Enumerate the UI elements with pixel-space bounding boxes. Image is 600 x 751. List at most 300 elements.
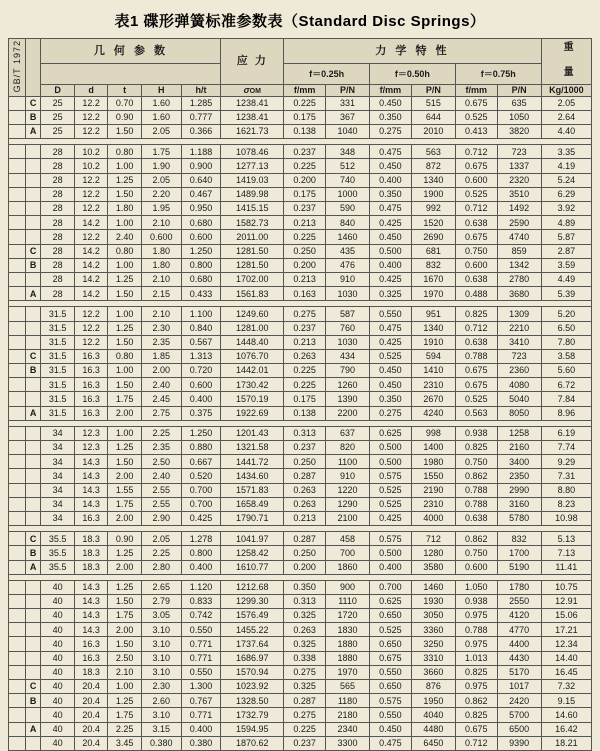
col-header-t: t (108, 84, 141, 96)
cell-ht: 1.278 (181, 532, 221, 546)
cell-p1: 2200 (326, 406, 370, 420)
table-row (9, 378, 592, 392)
standard-stripe-cell (9, 272, 26, 286)
row-series-mark: A (25, 406, 41, 420)
row-series-mark: B (25, 694, 41, 708)
cell-sigma: 1023.92 (221, 680, 284, 694)
cell-f1: 0.287 (284, 469, 326, 483)
cell-p1: 1290 (326, 497, 370, 511)
cell-f2: 0.450 (370, 96, 412, 110)
cell-sigma: 1321.58 (221, 441, 284, 455)
cell-p1: 1030 (326, 335, 370, 349)
cell-H: 2.79 (141, 594, 181, 608)
cell-w: 5.39 (541, 287, 591, 301)
cell-t: 1.50 (108, 378, 141, 392)
cell-p1: 700 (326, 546, 370, 560)
cell-t: 0.90 (108, 110, 141, 124)
cell-sigma: 1258.42 (221, 546, 284, 560)
cell-f1: 0.175 (284, 110, 326, 124)
cell-H: 2.45 (141, 392, 181, 406)
cell-w: 5.60 (541, 364, 591, 378)
cell-D: 31.5 (41, 378, 74, 392)
cell-p3: 1050 (497, 110, 541, 124)
cell-p2: 712 (411, 532, 455, 546)
cell-f2: 0.575 (370, 469, 412, 483)
cell-t: 0.90 (108, 532, 141, 546)
cell-t: 1.00 (108, 307, 141, 321)
cell-sigma: 1328.50 (221, 694, 284, 708)
cell-sigma: 1570.19 (221, 392, 284, 406)
cell-f1: 0.250 (284, 546, 326, 560)
cell-sigma: 1201.43 (221, 426, 284, 440)
standard-stripe-cell (9, 202, 26, 216)
cell-sigma: 1594.95 (221, 722, 284, 736)
cell-d: 10.2 (74, 159, 107, 173)
cell-w: 3.58 (541, 349, 591, 363)
cell-p3: 2780 (497, 272, 541, 286)
table-row (9, 483, 592, 497)
cell-f2: 0.550 (370, 307, 412, 321)
standard-stripe-cell (9, 307, 26, 321)
cell-f2: 0.450 (370, 378, 412, 392)
cell-ht: 0.742 (181, 609, 221, 623)
standard-stripe-cell (9, 349, 26, 363)
cell-f2: 0.525 (370, 349, 412, 363)
cell-d: 18.3 (74, 546, 107, 560)
cell-ht: 1.285 (181, 96, 221, 110)
cell-ht: 0.380 (181, 736, 221, 750)
cell-p1: 1030 (326, 287, 370, 301)
row-series-mark (25, 637, 41, 651)
cell-p2: 563 (411, 145, 455, 159)
cell-p2: 3580 (411, 560, 455, 574)
cell-p2: 1460 (411, 580, 455, 594)
standard-stripe-cell (9, 173, 26, 187)
table-row (9, 722, 592, 736)
cell-p3: 832 (497, 532, 541, 546)
cell-t: 1.50 (108, 637, 141, 651)
cell-p2: 3050 (411, 609, 455, 623)
cell-f1: 0.175 (284, 392, 326, 406)
standard-stripe-cell (9, 594, 26, 608)
cell-f2: 0.400 (370, 173, 412, 187)
cell-f3: 0.825 (455, 307, 497, 321)
cell-sigma: 1415.15 (221, 202, 284, 216)
cell-f1: 0.225 (284, 378, 326, 392)
standard-stripe-cell (9, 623, 26, 637)
cell-ht: 0.640 (181, 173, 221, 187)
cell-sigma: 1299.30 (221, 594, 284, 608)
cell-p3: 1492 (497, 202, 541, 216)
cell-t: 2.00 (108, 406, 141, 420)
table-row (9, 580, 592, 594)
cell-p3: 6500 (497, 722, 541, 736)
cell-w: 3.35 (541, 145, 591, 159)
cell-t: 1.25 (108, 272, 141, 286)
cell-w: 6.50 (541, 321, 591, 335)
cell-w: 7.31 (541, 469, 591, 483)
cell-ht: 1.250 (181, 244, 221, 258)
cell-sigma: 1281.00 (221, 321, 284, 335)
cell-ht: 0.720 (181, 364, 221, 378)
cell-p2: 644 (411, 110, 455, 124)
cell-sigma: 1041.97 (221, 532, 284, 546)
cell-p3: 635 (497, 96, 541, 110)
cell-D: 28 (41, 244, 74, 258)
cell-H: 2.40 (141, 469, 181, 483)
standard-label: GB/T 1972 (11, 39, 22, 93)
mech-group-header: 力 学 特 性 (284, 39, 541, 64)
cell-f1: 0.213 (284, 511, 326, 525)
cell-D: 28 (41, 145, 74, 159)
cell-ht: 0.567 (181, 335, 221, 349)
table-row (9, 511, 592, 525)
cell-f2: 0.500 (370, 546, 412, 560)
cell-f1: 0.313 (284, 594, 326, 608)
cell-ht: 0.880 (181, 441, 221, 455)
cell-p2: 4240 (411, 406, 455, 420)
row-series-mark (25, 609, 41, 623)
cell-ht: 0.425 (181, 511, 221, 525)
cell-t: 1.25 (108, 694, 141, 708)
col-header-p3: P/N (497, 84, 541, 96)
cell-p3: 4430 (497, 651, 541, 665)
cell-f2: 0.500 (370, 455, 412, 469)
cell-w: 6.29 (541, 187, 591, 201)
cell-f3: 0.788 (455, 483, 497, 497)
cell-f2: 0.525 (370, 623, 412, 637)
cell-sigma: 1658.49 (221, 497, 284, 511)
cell-H: 3.10 (141, 651, 181, 665)
cell-f2: 0.450 (370, 230, 412, 244)
row-series-mark (25, 230, 41, 244)
cell-p1: 348 (326, 145, 370, 159)
cell-D: 35.5 (41, 532, 74, 546)
cell-f3: 0.975 (455, 680, 497, 694)
cell-d: 16.3 (74, 406, 107, 420)
cell-p1: 1110 (326, 594, 370, 608)
cell-D: 31.5 (41, 321, 74, 335)
row-series-mark: C (25, 96, 41, 110)
cell-p1: 820 (326, 441, 370, 455)
cell-H: 3.10 (141, 623, 181, 637)
cell-f1: 0.237 (284, 736, 326, 750)
cell-p1: 2180 (326, 708, 370, 722)
cell-p3: 5170 (497, 665, 541, 679)
cell-f2: 0.450 (370, 722, 412, 736)
cell-f2: 0.475 (370, 736, 412, 750)
cell-D: 40 (41, 694, 74, 708)
cell-D: 31.5 (41, 364, 74, 378)
col-header-weight: Kg/1000 (541, 84, 591, 96)
row-series-mark: B (25, 258, 41, 272)
cell-f2: 0.425 (370, 272, 412, 286)
cell-f3: 0.600 (455, 258, 497, 272)
cell-p1: 587 (326, 307, 370, 321)
cell-H: 1.95 (141, 202, 181, 216)
cell-f3: 0.862 (455, 469, 497, 483)
geom-group-header: 几 何 参 数 (41, 39, 221, 64)
cell-D: 28 (41, 258, 74, 272)
cell-d: 20.4 (74, 680, 107, 694)
cell-f3: 0.788 (455, 349, 497, 363)
cell-H: 2.20 (141, 187, 181, 201)
cell-p1: 760 (326, 321, 370, 335)
cell-H: 1.85 (141, 349, 181, 363)
cell-p2: 6450 (411, 736, 455, 750)
cell-H: 2.15 (141, 287, 181, 301)
cell-t: 1.00 (108, 426, 141, 440)
cell-t: 2.00 (108, 623, 141, 637)
standard-stripe-cell (9, 722, 26, 736)
table-row (9, 187, 592, 201)
cell-ht: 1.300 (181, 680, 221, 694)
cell-ht: 1.188 (181, 145, 221, 159)
cell-p2: 3660 (411, 665, 455, 679)
cell-p1: 910 (326, 272, 370, 286)
cell-f3: 0.638 (455, 511, 497, 525)
col-header-f3: f/mm (455, 84, 497, 96)
cell-p1: 434 (326, 349, 370, 363)
standard-stripe-cell (9, 680, 26, 694)
cell-f3: 0.825 (455, 708, 497, 722)
cell-f2: 0.650 (370, 637, 412, 651)
cell-p2: 2010 (411, 125, 455, 139)
col-header-d: d (74, 84, 107, 96)
cell-f1: 0.225 (284, 159, 326, 173)
cell-t: 2.40 (108, 230, 141, 244)
cell-w: 5.20 (541, 307, 591, 321)
cell-H: 1.75 (141, 145, 181, 159)
cell-p2: 2310 (411, 497, 455, 511)
table-header-row-1 (9, 39, 592, 64)
table-row (9, 287, 592, 301)
cell-t: 1.75 (108, 392, 141, 406)
cell-f1: 0.225 (284, 230, 326, 244)
cell-p2: 1400 (411, 441, 455, 455)
cell-f2: 0.525 (370, 497, 412, 511)
cell-p1: 790 (326, 364, 370, 378)
standard-stripe-cell (9, 469, 26, 483)
cell-t: 1.50 (108, 125, 141, 139)
cell-d: 14.2 (74, 216, 107, 230)
cell-ht: 0.771 (181, 651, 221, 665)
cell-sigma: 1419.03 (221, 173, 284, 187)
standard-stripe-cell (9, 406, 26, 420)
cell-f3: 0.975 (455, 637, 497, 651)
table-row (9, 406, 592, 420)
cell-p1: 512 (326, 159, 370, 173)
cell-f2: 0.425 (370, 216, 412, 230)
cell-f3: 0.600 (455, 560, 497, 574)
cell-H: 3.15 (141, 722, 181, 736)
cell-sigma: 1249.60 (221, 307, 284, 321)
cell-f1: 0.237 (284, 321, 326, 335)
table-row (9, 216, 592, 230)
cell-t: 1.50 (108, 455, 141, 469)
cell-d: 14.2 (74, 287, 107, 301)
row-series-mark (25, 594, 41, 608)
col-header-ht: h/t (181, 84, 221, 96)
cell-f2: 0.400 (370, 560, 412, 574)
cell-p3: 723 (497, 349, 541, 363)
cell-d: 12.2 (74, 125, 107, 139)
cell-sigma: 1732.79 (221, 708, 284, 722)
cell-p3: 1258 (497, 426, 541, 440)
cell-f2: 0.425 (370, 335, 412, 349)
table-row (9, 392, 592, 406)
cell-sigma: 1238.41 (221, 110, 284, 124)
cell-f1: 0.263 (284, 483, 326, 497)
cell-t: 1.75 (108, 497, 141, 511)
row-series-mark: C (25, 244, 41, 258)
cell-d: 20.4 (74, 736, 107, 750)
cell-p3: 4120 (497, 609, 541, 623)
cell-D: 40 (41, 580, 74, 594)
table-header-row-2 (9, 63, 592, 84)
cell-D: 35.5 (41, 560, 74, 574)
cell-p2: 2190 (411, 483, 455, 497)
cell-f3: 0.938 (455, 426, 497, 440)
cell-f1: 0.263 (284, 349, 326, 363)
table-row (9, 364, 592, 378)
cell-f1: 0.313 (284, 426, 326, 440)
standard-stripe-cell (9, 637, 26, 651)
standard-stripe-cell (9, 736, 26, 750)
cell-ht: 0.600 (181, 230, 221, 244)
cell-D: 40 (41, 665, 74, 679)
cell-f2: 0.625 (370, 594, 412, 608)
cell-p3: 2160 (497, 441, 541, 455)
cell-w: 5.24 (541, 173, 591, 187)
cell-p3: 1342 (497, 258, 541, 272)
cell-f1: 0.287 (284, 694, 326, 708)
table-row (9, 426, 592, 440)
cell-D: 40 (41, 637, 74, 651)
table-row (9, 173, 592, 187)
cell-d: 16.3 (74, 349, 107, 363)
cell-p1: 740 (326, 173, 370, 187)
row-series-mark: B (25, 110, 41, 124)
row-series-mark: C (25, 680, 41, 694)
cell-H: 2.75 (141, 406, 181, 420)
cell-f3: 0.413 (455, 125, 497, 139)
cell-H: 2.55 (141, 497, 181, 511)
cell-H: 2.35 (141, 335, 181, 349)
table-row (9, 651, 592, 665)
table-row (9, 321, 592, 335)
cell-p1: 910 (326, 469, 370, 483)
page-title: 表1 碟形弹簧标准参数表（Standard Disc Springs） (114, 13, 486, 30)
cell-D: 34 (41, 483, 74, 497)
cell-w: 3.92 (541, 202, 591, 216)
standard-stripe-cell (9, 426, 26, 440)
cell-H: 1.60 (141, 110, 181, 124)
table-row (9, 272, 592, 286)
standard-stripe-cell (9, 230, 26, 244)
cell-t: 1.50 (108, 335, 141, 349)
cell-f3: 0.600 (455, 173, 497, 187)
stress-group-header: 应 力 (221, 39, 284, 85)
cell-sigma: 1582.73 (221, 216, 284, 230)
cell-p3: 5190 (497, 560, 541, 574)
cell-f2: 0.475 (370, 145, 412, 159)
cell-D: 35.5 (41, 546, 74, 560)
table-row (9, 637, 592, 651)
cell-f3: 0.825 (455, 665, 497, 679)
cell-p1: 590 (326, 202, 370, 216)
cell-p2: 876 (411, 680, 455, 694)
cell-f2: 0.450 (370, 364, 412, 378)
cell-ht: 0.600 (181, 378, 221, 392)
cell-f2: 0.425 (370, 511, 412, 525)
cell-f3: 0.675 (455, 96, 497, 110)
cell-sigma: 1561.83 (221, 287, 284, 301)
cell-p2: 594 (411, 349, 455, 363)
cell-p1: 2100 (326, 511, 370, 525)
cell-f2: 0.650 (370, 680, 412, 694)
cell-D: 40 (41, 680, 74, 694)
cell-D: 28 (41, 187, 74, 201)
standard-stripe-cell (9, 497, 26, 511)
cell-sigma: 1442.01 (221, 364, 284, 378)
table-row (9, 708, 592, 722)
table-header-row-3 (9, 84, 592, 96)
cell-p1: 637 (326, 426, 370, 440)
cell-H: 2.10 (141, 272, 181, 286)
cell-D: 28 (41, 202, 74, 216)
cell-H: 2.30 (141, 680, 181, 694)
cell-w: 4.89 (541, 216, 591, 230)
cell-d: 14.3 (74, 623, 107, 637)
cell-D: 28 (41, 272, 74, 286)
standard-stripe-cell (9, 110, 26, 124)
standard-stripe-cell (9, 364, 26, 378)
cell-w: 2.64 (541, 110, 591, 124)
cell-d: 16.3 (74, 511, 107, 525)
cell-p3: 859 (497, 244, 541, 258)
cell-w: 4.40 (541, 125, 591, 139)
table-row (9, 609, 592, 623)
cell-d: 12.2 (74, 321, 107, 335)
cell-f3: 0.638 (455, 216, 497, 230)
standard-label-cell (9, 39, 26, 97)
cell-p3: 723 (497, 145, 541, 159)
cell-f3: 0.675 (455, 159, 497, 173)
cell-p2: 1970 (411, 287, 455, 301)
cell-p1: 3300 (326, 736, 370, 750)
load-set-3-header: f＝0.75h (455, 63, 541, 84)
sigma-subscript: OM (249, 87, 261, 95)
cell-d: 16.3 (74, 637, 107, 651)
cell-w: 7.80 (541, 335, 591, 349)
cell-H: 2.25 (141, 426, 181, 440)
cell-t: 1.25 (108, 441, 141, 455)
table-row (9, 335, 592, 349)
cell-D: 28 (41, 287, 74, 301)
table-row (9, 230, 592, 244)
cell-H: 2.10 (141, 307, 181, 321)
cell-f1: 0.325 (284, 637, 326, 651)
cell-ht: 1.120 (181, 580, 221, 594)
cell-ht: 0.700 (181, 497, 221, 511)
cell-p3: 5780 (497, 511, 541, 525)
table-row (9, 680, 592, 694)
cell-p3: 8050 (497, 406, 541, 420)
cell-t: 1.00 (108, 159, 141, 173)
cell-f1: 0.275 (284, 307, 326, 321)
cell-d: 12.2 (74, 110, 107, 124)
